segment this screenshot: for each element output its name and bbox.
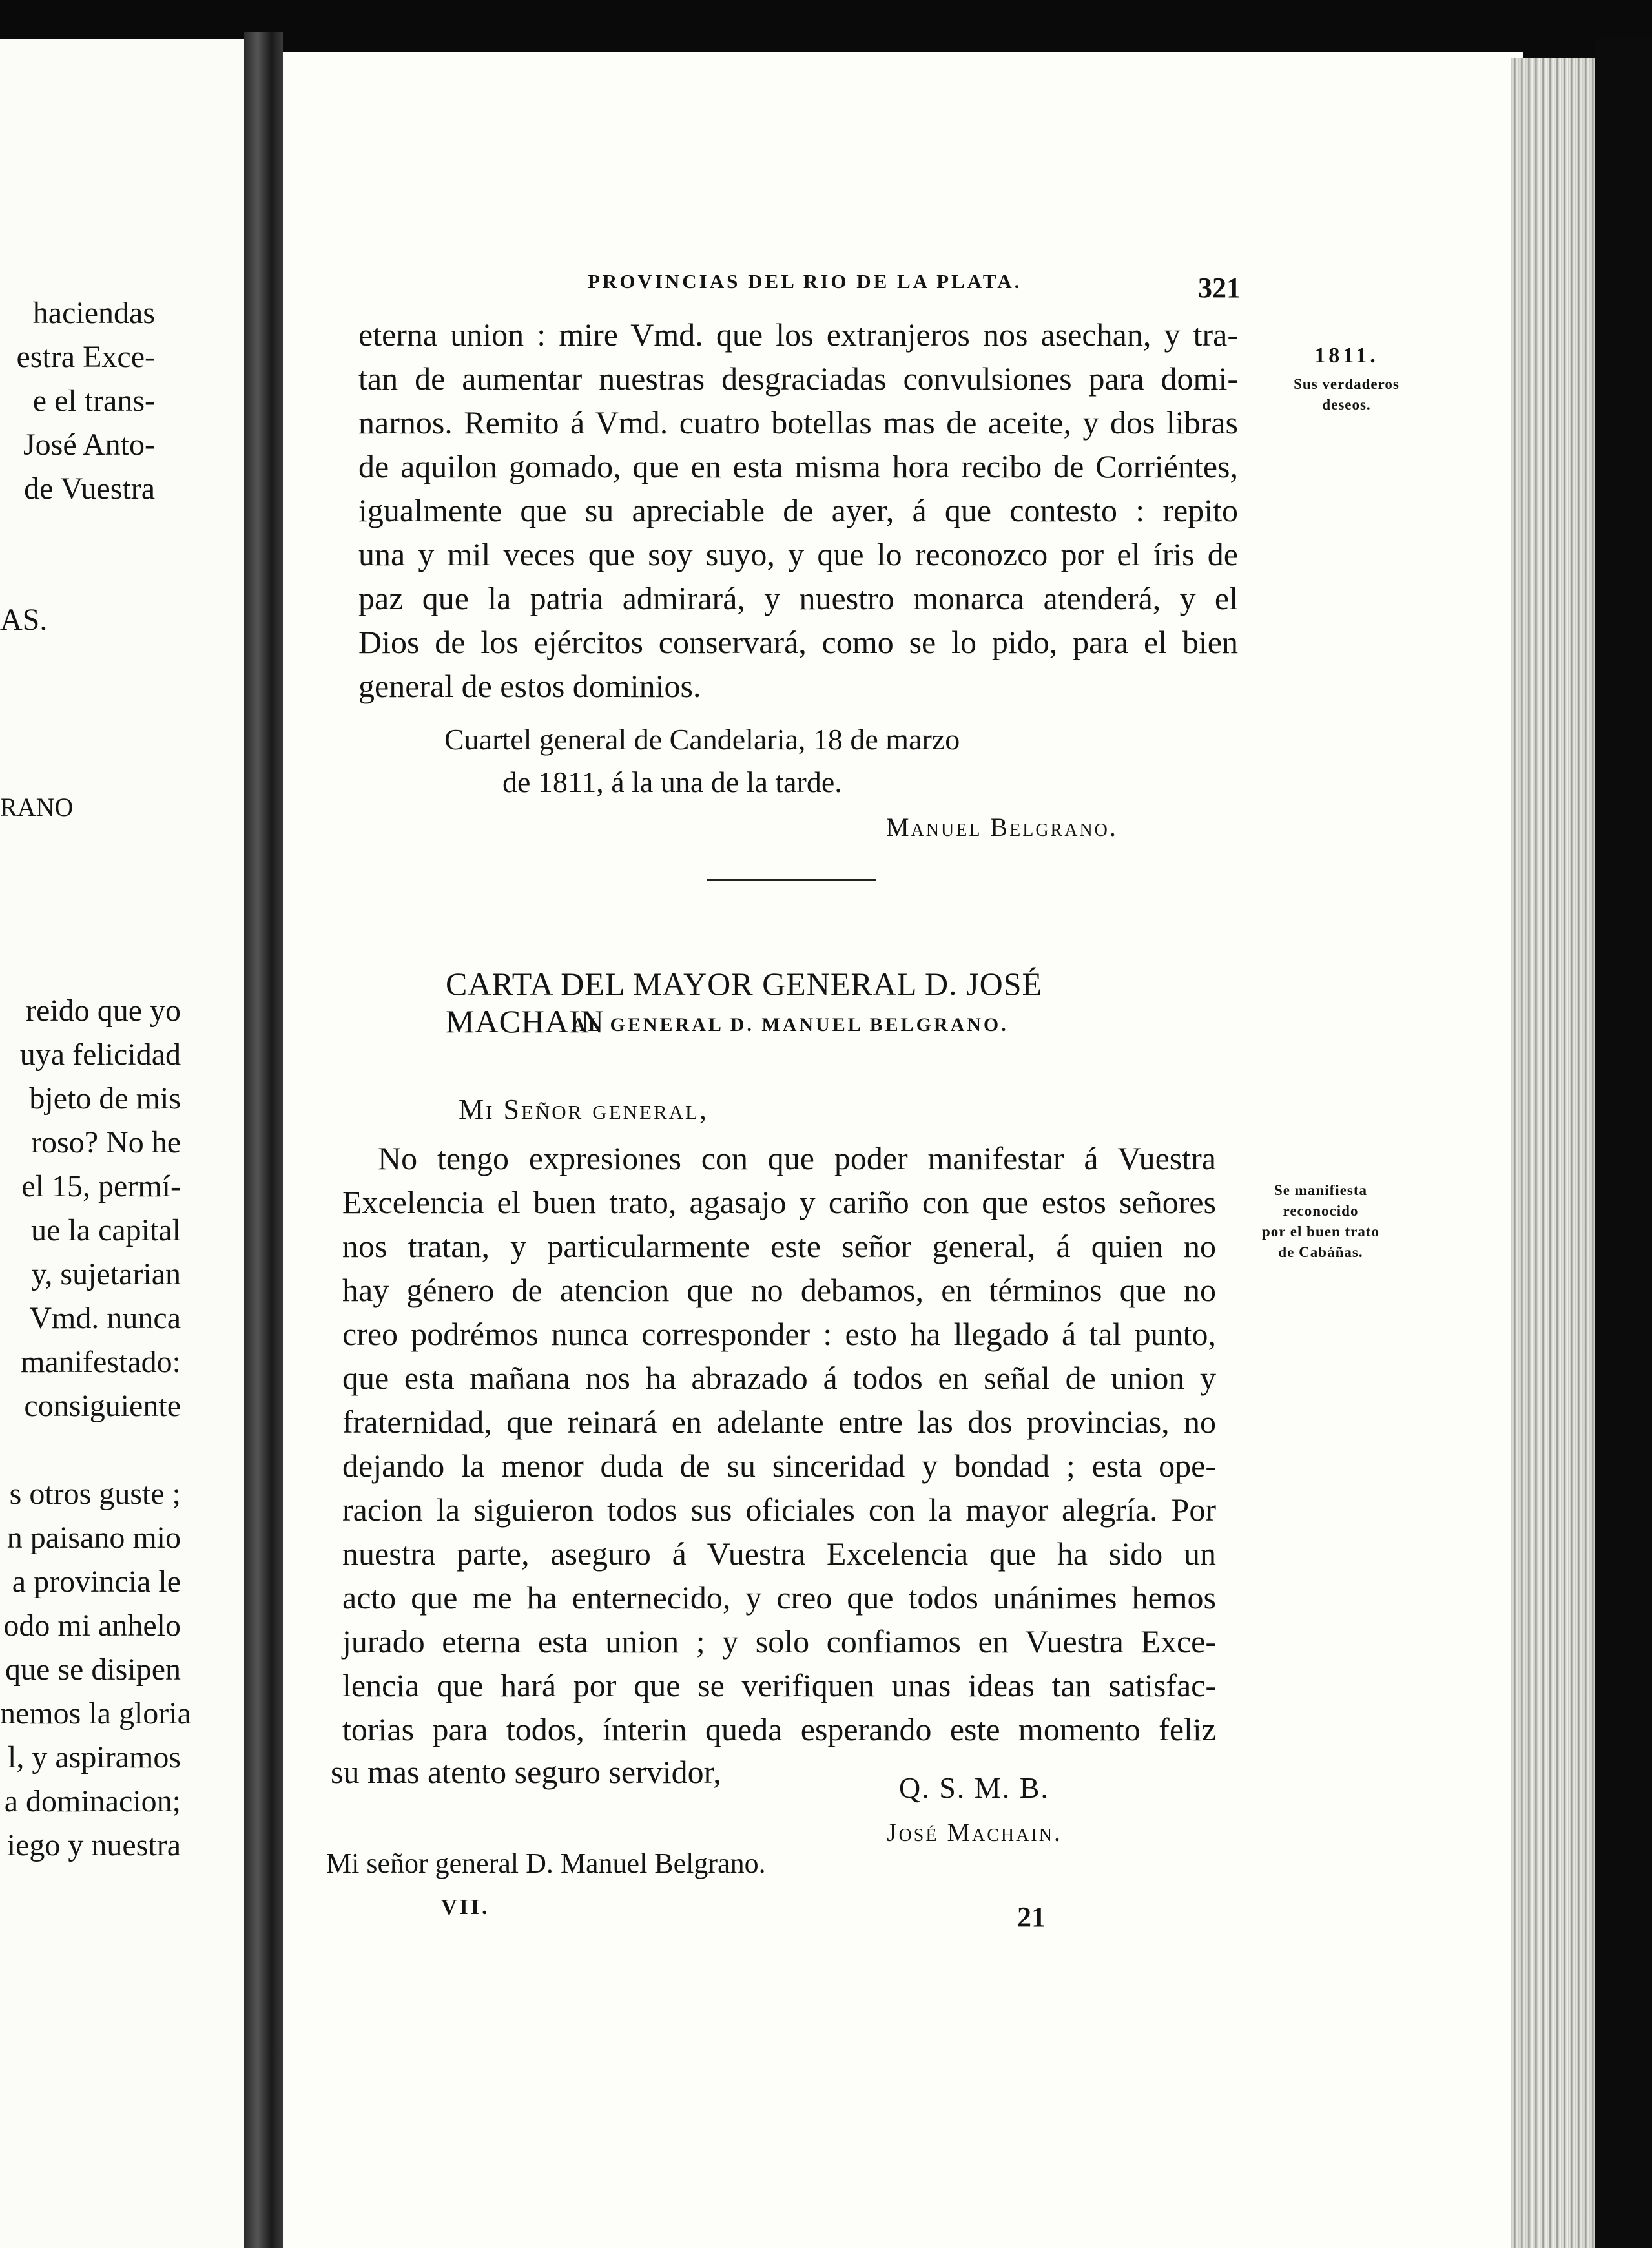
letter1-line: narnos. Remito á Vmd. cuatro botellas mas de aceite, y dos libras bbox=[358, 404, 1238, 441]
previous-page-line: l, y aspiramos bbox=[8, 1740, 181, 1774]
letter1-line: general de estos dominios. bbox=[358, 668, 701, 704]
letter2-line: Excelencia el buen trato, agasajo y cariño con que estos señores bbox=[342, 1184, 1216, 1220]
margin-note-reconocido bbox=[1240, 1180, 1401, 1263]
previous-page-line: reido que yo bbox=[26, 994, 181, 1028]
margin-note-2-line-3: por el buen trato bbox=[1261, 1223, 1380, 1240]
page-number: 321 bbox=[1198, 272, 1241, 304]
letter1-line: igualmente que su apreciable de ayer, á que contesto : repito bbox=[358, 492, 1238, 528]
previous-page-line: consiguiente bbox=[24, 1389, 181, 1423]
letter2-line: lencia que hará por que se verifiquen unas ideas tan satisfac- bbox=[342, 1667, 1216, 1703]
letter2-title: CARTA DEL MAYOR GENERAL D. JOSÉ MACHAIN bbox=[446, 966, 1043, 1039]
previous-page-line: manifestado: bbox=[21, 1345, 181, 1379]
letter2-line: nos tratan, y particularmente este señor general, á quien no bbox=[342, 1228, 1216, 1264]
book-gutter bbox=[244, 32, 283, 2248]
letter2-line: dejando la menor duda de su sinceridad y bondad ; esta ope- bbox=[342, 1448, 1216, 1484]
letter2-line: que esta mañana nos ha abrazado á todos en señal de union y bbox=[342, 1360, 1216, 1396]
letter2-line: creo podrémos nunca corresponder : esto ha llegado á tal punto, bbox=[342, 1316, 1216, 1352]
letter2-line: acto que me ha enternecido, y creo que todos unánimes hemos bbox=[342, 1579, 1216, 1616]
letter2-line: No tengo expresiones con que poder manifestar á Vuestra bbox=[378, 1140, 1216, 1176]
letter2-addressee: Mi señor general D. Manuel Belgrano. bbox=[326, 1847, 766, 1879]
previous-page-line: n paisano mio bbox=[6, 1521, 181, 1555]
letter2-line: nuestra parte, aseguro á Vuestra Excelencia que ha sido un bbox=[342, 1535, 1216, 1572]
previous-page-line: de Vuestra bbox=[24, 472, 155, 506]
sheet-signature: 21 bbox=[1017, 1901, 1046, 1933]
previous-page-fragment-rano: RANO bbox=[0, 793, 74, 822]
running-title: PROVINCIAS DEL RIO DE LA PLATA. bbox=[588, 270, 1022, 293]
letter2-subtitle: AL GENERAL D. MANUEL BELGRANO. bbox=[572, 1014, 1009, 1036]
margin-note-year bbox=[1266, 346, 1427, 415]
margin-note-2-line-1: Se manifiesta bbox=[1274, 1182, 1367, 1198]
letter1-line: Dios de los ejércitos conservará, como se lo pido, para el bien bbox=[358, 624, 1238, 660]
right-dark-edge bbox=[1595, 39, 1652, 2248]
letter2-line: racion la siguieron todos sus oficiales con la mayor alegría. Por bbox=[342, 1492, 1216, 1528]
section-rule bbox=[707, 879, 876, 881]
margin-note-2-line-4: de Cabáñas. bbox=[1278, 1244, 1363, 1260]
letter2-salutation: Mi Señor general, bbox=[459, 1094, 708, 1125]
previous-page-line: uya felicidad bbox=[19, 1037, 181, 1072]
previous-page-line: a provincia le bbox=[12, 1565, 181, 1599]
letter1-line: de aquilon gomado, que en esta misma hora recibo de Corriéntes, bbox=[358, 448, 1238, 484]
letter2-signature: José Machain. bbox=[887, 1818, 1062, 1847]
previous-page-line: s otros guste ; bbox=[9, 1477, 181, 1511]
letter2-line: torias para todos, ínterin queda esperando este momento feliz bbox=[342, 1711, 1216, 1747]
previous-page-fragment-as: AS. bbox=[0, 603, 48, 637]
letter1-dateline-1: Cuartel general de Candelaria, 18 de marzo bbox=[444, 723, 960, 756]
previous-page-line: y, sujetarian bbox=[31, 1257, 181, 1291]
previous-page-line: iego y nuestra bbox=[6, 1828, 181, 1862]
previous-page-line: José Anto- bbox=[23, 428, 155, 462]
margin-year: 1811. bbox=[1314, 344, 1379, 368]
margin-note-1-line-1: Sus verdaderos bbox=[1294, 376, 1399, 392]
previous-page-line: el 15, permí- bbox=[21, 1169, 181, 1203]
letter2-line: jurado eterna esta union ; y solo confiamos en Vuestra Exce- bbox=[342, 1623, 1216, 1660]
margin-note-2-line-2: reconocido bbox=[1283, 1203, 1359, 1219]
letter2-line: fraternidad, que reinará en adelante entre las dos provincias, no bbox=[342, 1404, 1216, 1440]
volume-signature: VII. bbox=[441, 1895, 490, 1919]
letter1-signature: Manuel Belgrano. bbox=[886, 813, 1118, 842]
previous-page-line: Vmd. nunca bbox=[29, 1301, 181, 1335]
letter1-line: tan de aumentar nuestras desgraciadas convulsiones para domi- bbox=[358, 360, 1238, 397]
letter2-closing: Q. S. M. B. bbox=[899, 1771, 1049, 1804]
letter1-line: paz que la patria admirará, y nuestro monarca atenderá, y el bbox=[358, 580, 1238, 616]
margin-note-1-line-2: deseos. bbox=[1322, 397, 1371, 413]
previous-page-line: e el trans- bbox=[32, 384, 155, 418]
letter2-line: hay género de atencion que no debamos, en términos que no bbox=[342, 1272, 1216, 1308]
previous-page-line: haciendas bbox=[32, 296, 155, 330]
letter2-last-line: su mas atento seguro servidor, bbox=[331, 1754, 721, 1790]
letter1-line: eterna union : mire Vmd. que los extranjeros nos asechan, y tra- bbox=[358, 317, 1238, 353]
previous-page-line: odo mi anhelo bbox=[3, 1608, 181, 1643]
previous-page-line: ue la capital bbox=[31, 1213, 181, 1247]
previous-page-line: bjeto de mis bbox=[29, 1081, 181, 1116]
previous-page-line: a dominacion; bbox=[4, 1784, 181, 1818]
letter1-line: una y mil veces que soy suyo, y que lo reconozco por el íris de bbox=[358, 536, 1238, 572]
previous-page-line: roso? No he bbox=[31, 1125, 181, 1160]
page-edges bbox=[1511, 58, 1595, 2248]
previous-page-line: estra Exce- bbox=[16, 340, 155, 374]
letter1-dateline-2: de 1811, á la una de la tarde. bbox=[502, 765, 842, 798]
previous-page-line: nemos la gloria bbox=[0, 1696, 191, 1731]
previous-page-line: que se disipen bbox=[5, 1652, 181, 1687]
previous-page bbox=[0, 39, 244, 2248]
